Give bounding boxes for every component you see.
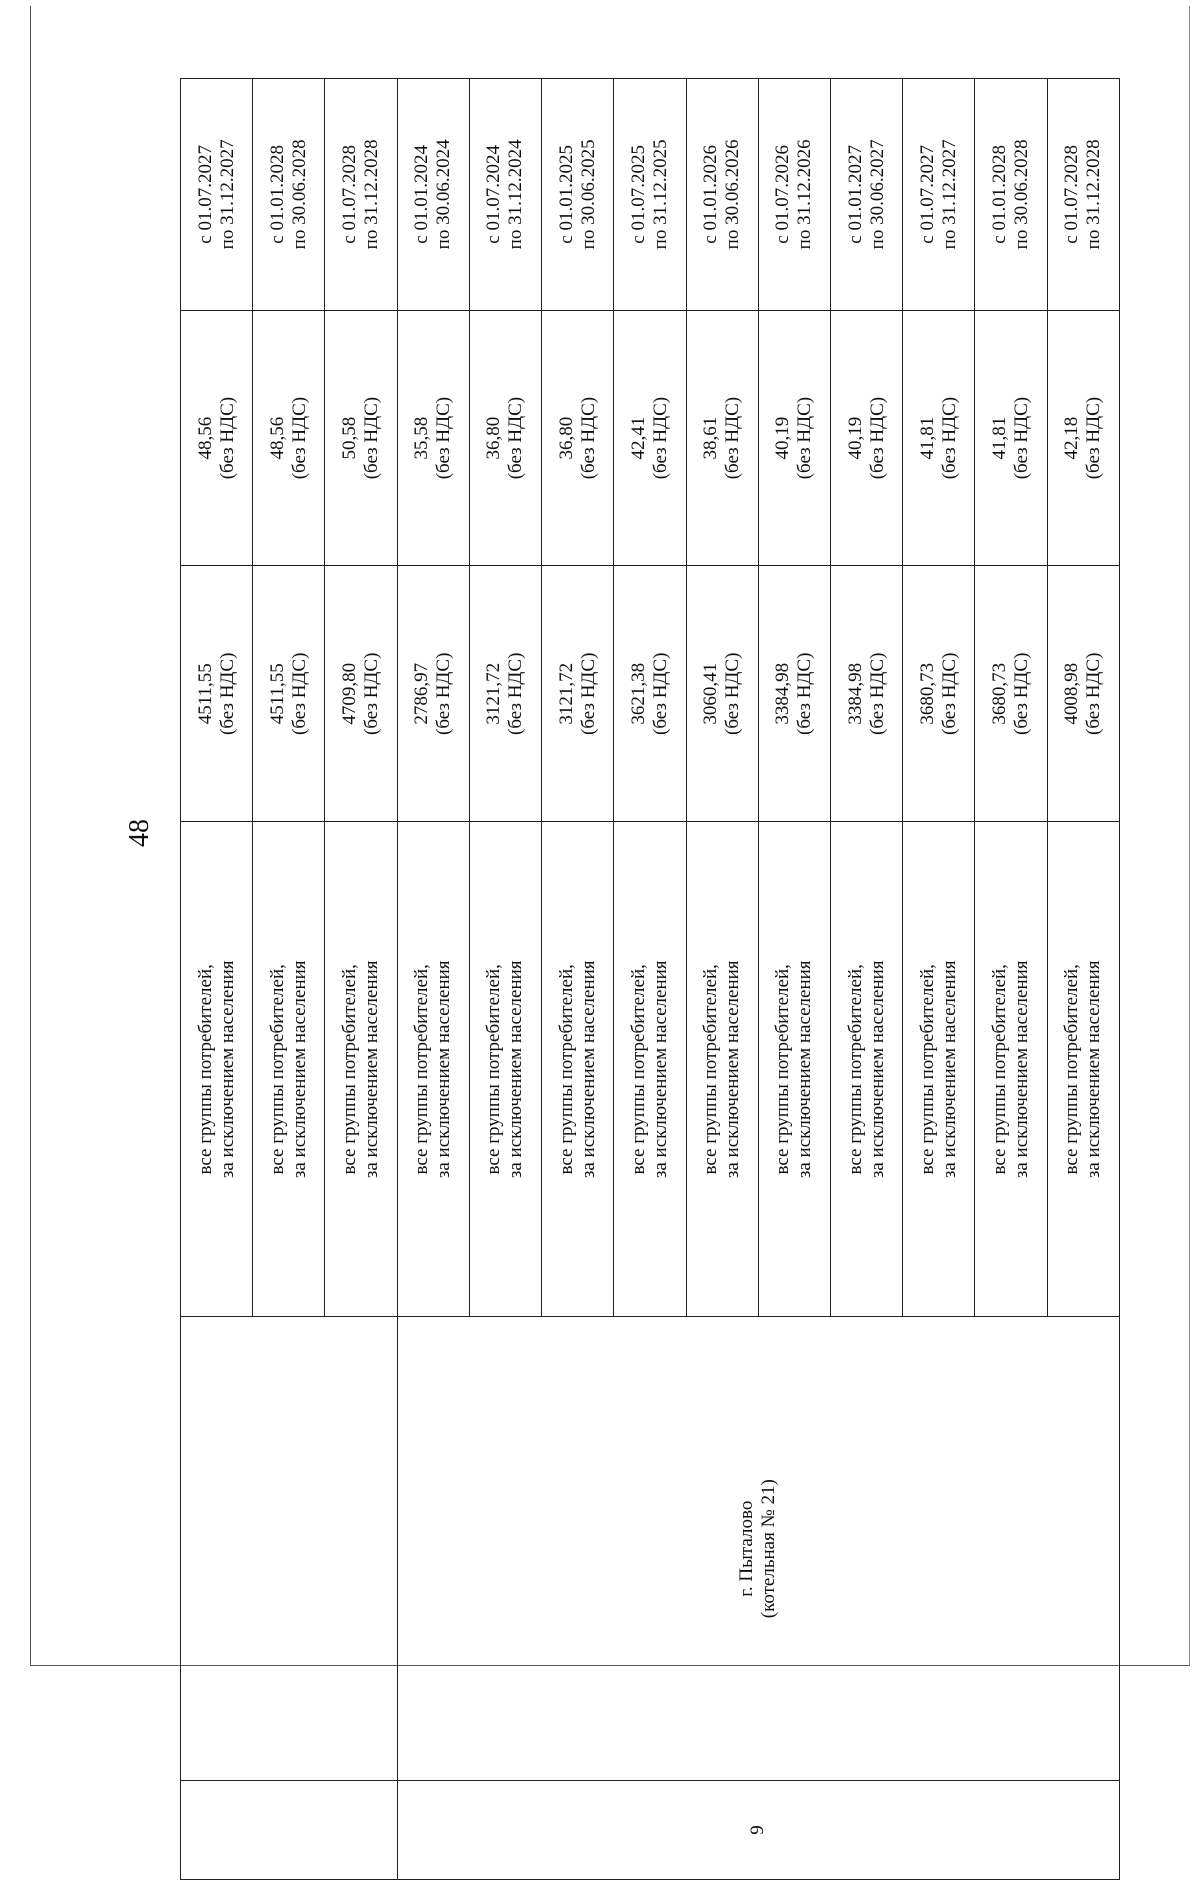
- cell-line: за исключением населения: [433, 960, 455, 1179]
- cell-line: 36,80: [555, 416, 577, 460]
- cell-line: 3621,38: [627, 662, 649, 725]
- cell-line: по 30.06.2026: [722, 139, 744, 250]
- tariff-rate-cell: [758, 310, 830, 566]
- cell-line: все группы потребителей,: [772, 964, 794, 1175]
- cell-line: г. Пыталово: [736, 1500, 758, 1597]
- cell-line: (без НДС): [577, 396, 599, 480]
- consumer-group-cell: [469, 822, 541, 1317]
- tariff-rate-cell: [830, 310, 902, 566]
- cell-line: по 31.12.2028: [1083, 139, 1105, 250]
- cell-line: (без НДС): [288, 396, 310, 480]
- cell-line: за исключением населения: [794, 960, 816, 1179]
- cell-line: по 30.06.2024: [433, 139, 455, 250]
- period-cell: [253, 79, 325, 311]
- cell-line: все группы потребителей,: [194, 964, 216, 1175]
- cell-line: (без НДС): [288, 652, 310, 735]
- period-cell: [542, 79, 614, 311]
- period-cell: [469, 79, 541, 311]
- cell-line: (без НДС): [1083, 652, 1105, 735]
- cell-line: все группы потребителей,: [989, 964, 1011, 1175]
- cell-line: 4511,55: [194, 663, 216, 725]
- cell-line: все группы потребителей,: [339, 964, 361, 1175]
- cell-line: 40,19: [772, 416, 794, 460]
- cell-line: 3060,41: [700, 662, 722, 725]
- cell-line: по 31.12.2025: [649, 139, 671, 250]
- period-cell: [1047, 79, 1119, 311]
- cell-line: за исключением населения: [577, 960, 599, 1179]
- cell-line: все группы потребителей,: [555, 964, 577, 1175]
- cell-line: с 01.07.2028: [1061, 145, 1083, 244]
- cell-line: 4709,80: [339, 662, 361, 725]
- tariff-price-cell: [397, 566, 469, 822]
- period-cell: [830, 79, 902, 311]
- consumer-group-cell: [614, 822, 686, 1317]
- cell-line: (без НДС): [361, 396, 383, 480]
- consumer-group-cell: [181, 822, 253, 1317]
- cell-line: 41,81: [916, 416, 938, 460]
- tariff-price-cell: [325, 566, 397, 822]
- tariff-price-cell: [1047, 566, 1119, 822]
- cell-line: по 31.12.2027: [216, 139, 238, 250]
- cell-line: за исключением населения: [216, 960, 238, 1179]
- cell-line: 4511,55: [266, 663, 288, 725]
- cell-line: за исключением населения: [649, 960, 671, 1179]
- consumer-group-cell: [542, 822, 614, 1317]
- cell-line: (без НДС): [794, 396, 816, 480]
- tariff-rate-cell: [903, 310, 975, 566]
- row-number-cell: [181, 1780, 398, 1879]
- consumer-group-cell: [325, 822, 397, 1317]
- period-cell: [181, 79, 253, 311]
- cell-line: (без НДС): [433, 652, 455, 735]
- cell-line: (без НДС): [1011, 652, 1033, 735]
- tariff-price-cell: [542, 566, 614, 822]
- cell-line: (без НДС): [938, 396, 960, 480]
- cell-line: (без НДС): [1083, 396, 1105, 480]
- consumer-group-cell: [1047, 822, 1119, 1317]
- tariff-rate-cell: [614, 310, 686, 566]
- cell-line: (без НДС): [505, 652, 527, 735]
- cell-line: (без НДС): [1011, 396, 1033, 480]
- cell-line: 2786,97: [411, 662, 433, 725]
- cell-line: с 01.07.2024: [483, 145, 505, 244]
- tariff-rate-cell: [542, 310, 614, 566]
- cell-line: (без НДС): [216, 652, 238, 735]
- tariff-rate-cell: [1047, 310, 1119, 566]
- cell-line: (без НДС): [866, 396, 888, 480]
- cell-line: (без НДС): [722, 396, 744, 480]
- cell-line: все группы потребителей,: [627, 964, 649, 1175]
- tariff-price-cell: [975, 566, 1047, 822]
- period-cell: [397, 79, 469, 311]
- tariff-rate-cell: [686, 310, 758, 566]
- cell-line: по 31.12.2027: [938, 139, 960, 250]
- cell-line: 3384,98: [772, 662, 794, 725]
- cell-line: 36,80: [483, 416, 505, 460]
- cell-line: (без НДС): [649, 396, 671, 480]
- tariff-table-container: [180, 78, 1120, 1880]
- cell-line: за исключением населения: [1083, 960, 1105, 1179]
- cell-line: 42,18: [1061, 416, 1083, 460]
- tariff-rate-cell: [397, 310, 469, 566]
- cell-line: 3680,73: [989, 662, 1011, 725]
- cell-line: 3121,72: [483, 662, 505, 725]
- cell-line: 3384,98: [844, 662, 866, 725]
- cell-line: с 01.07.2027: [194, 145, 216, 244]
- cell-line: по 30.06.2025: [577, 139, 599, 250]
- cell-line: за исключением населения: [1011, 960, 1033, 1179]
- location-cell: [397, 1317, 1119, 1780]
- tariff-price-cell: [903, 566, 975, 822]
- cell-line: 40,19: [844, 416, 866, 460]
- consumer-group-cell: [758, 822, 830, 1317]
- tariff-rate-cell: [253, 310, 325, 566]
- cell-line: 3680,73: [916, 662, 938, 725]
- cell-line: все группы потребителей,: [483, 964, 505, 1175]
- cell-line: 41,81: [989, 416, 1011, 460]
- cell-line: по 30.06.2027: [866, 139, 888, 250]
- tariff-price-cell: [614, 566, 686, 822]
- tariff-rate-cell: [181, 310, 253, 566]
- tariff-price-cell: [253, 566, 325, 822]
- cell-line: (без НДС): [361, 652, 383, 735]
- tariff-table: [180, 78, 1120, 1880]
- cell-line: по 31.12.2024: [505, 139, 527, 250]
- cell-line: с 01.07.2025: [627, 145, 649, 244]
- cell-line: все группы потребителей,: [700, 964, 722, 1175]
- consumer-group-cell: [903, 822, 975, 1317]
- cell-line: по 30.06.2028: [1011, 139, 1033, 250]
- cell-line: по 30.06.2028: [288, 139, 310, 250]
- cell-line: все группы потребителей,: [1061, 964, 1083, 1175]
- cell-line: с 01.07.2028: [339, 145, 361, 244]
- cell-line: с 01.07.2026: [772, 145, 794, 244]
- cell-line: 48,56: [194, 416, 216, 460]
- cell-line: с 01.01.2027: [844, 145, 866, 244]
- cell-line: за исключением населения: [938, 960, 960, 1179]
- cell-line: 4008,98: [1061, 662, 1083, 725]
- cell-line: (без НДС): [505, 396, 527, 480]
- consumer-group-cell: [830, 822, 902, 1317]
- consumer-group-cell: [975, 822, 1047, 1317]
- cell-line: с 01.01.2028: [266, 145, 288, 244]
- location-cell: [181, 1317, 398, 1780]
- cell-line: за исключением населения: [288, 960, 310, 1179]
- cell-line: (без НДС): [794, 652, 816, 735]
- cell-line: с 01.01.2026: [700, 145, 722, 244]
- tariff-price-cell: [686, 566, 758, 822]
- cell-line: по 31.12.2028: [361, 139, 383, 250]
- table-row: [397, 79, 469, 1880]
- cell-line: (без НДС): [866, 652, 888, 735]
- cell-line: за исключением населения: [361, 960, 383, 1179]
- cell-line: (без НДС): [577, 652, 599, 735]
- cell-line: по 31.12.2026: [794, 139, 816, 250]
- tariff-price-cell: [758, 566, 830, 822]
- cell-line: за исключением населения: [505, 960, 527, 1179]
- cell-line: (без НДС): [938, 652, 960, 735]
- tariff-table-body: [181, 79, 1120, 1880]
- cell-line: за исключением населения: [866, 960, 888, 1179]
- consumer-group-cell: [253, 822, 325, 1317]
- cell-line: все группы потребителей,: [844, 964, 866, 1175]
- cell-line: (без НДС): [722, 652, 744, 735]
- consumer-group-cell: [397, 822, 469, 1317]
- cell-line: 50,58: [339, 416, 361, 460]
- cell-line: (без НДС): [433, 396, 455, 480]
- tariff-price-cell: [181, 566, 253, 822]
- cell-line: (котельная № 21): [758, 1479, 780, 1619]
- cell-line: 48,56: [266, 416, 288, 460]
- period-cell: [758, 79, 830, 311]
- cell-line: за исключением населения: [722, 960, 744, 1179]
- cell-line: 42,41: [627, 416, 649, 460]
- cell-line: (без НДС): [216, 396, 238, 480]
- tariff-rate-cell: [325, 310, 397, 566]
- tariff-rate-cell: [975, 310, 1047, 566]
- cell-line: все группы потребителей,: [266, 964, 288, 1175]
- period-cell: [686, 79, 758, 311]
- cell-line: все группы потребителей,: [411, 964, 433, 1175]
- cell-line: с 01.01.2025: [555, 145, 577, 244]
- tariff-price-cell: [469, 566, 541, 822]
- cell-line: с 01.07.2027: [916, 145, 938, 244]
- page-number: 48: [124, 819, 155, 847]
- table-row: [181, 79, 253, 1880]
- period-cell: [975, 79, 1047, 311]
- cell-line: 35,58: [411, 416, 433, 460]
- period-cell: [325, 79, 397, 311]
- cell-line: все группы потребителей,: [916, 964, 938, 1175]
- cell-line: 3121,72: [555, 662, 577, 725]
- row-number-cell: 9: [397, 1780, 1119, 1879]
- period-cell: [614, 79, 686, 311]
- tariff-rate-cell: [469, 310, 541, 566]
- cell-line: (без НДС): [649, 652, 671, 735]
- tariff-price-cell: [830, 566, 902, 822]
- cell-line: с 01.01.2024: [411, 145, 433, 244]
- consumer-group-cell: [686, 822, 758, 1317]
- cell-line: 38,61: [700, 416, 722, 460]
- period-cell: [903, 79, 975, 311]
- cell-line: с 01.01.2028: [989, 145, 1011, 244]
